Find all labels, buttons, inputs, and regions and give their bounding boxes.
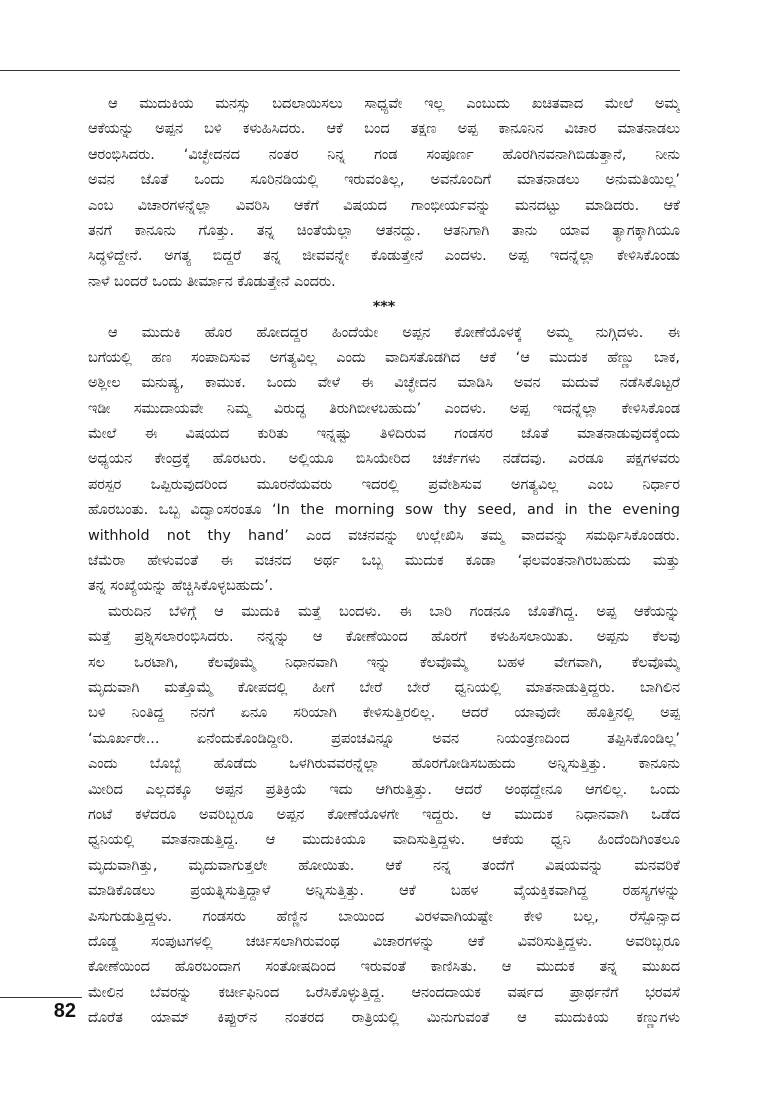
text-line: ಹೊರಬಂತು. ಒಬ್ಬ ವಿದ್ವಾಂಸರಂತೂ ‘In the morning sow thy seed, and in the evening [88,502,680,519]
text-line: ಆ ಮುದುಕಿ ಹೊರ ಹೋದದ್ದರ ಹಿಂದೆಯೇ ಅಪ್ಪನ ಕೋಣೆಯೊಳಕ್ಕೆ ಅಮ್ಮ ನುಗ್ಗಿದಳು. ಈ [108,324,680,341]
text-line: ಎಂಬ ವಿಚಾರಗಳನ್ನೆಲ್ಲಾ ವಿವರಿಸಿ ಆಕೆಗೆ ವಿಷಯದ ಗಾಂಭೀರ್ಯವನ್ನು ಮನದಟ್ಟು ಮಾಡಿದರು. ಆಕೆ [88,197,680,214]
text-line: ಮೀರಿದ ಎಲ್ಲದಕ್ಕೂ ಅಪ್ಪನ ಪ್ರತಿಕ್ರಿಯೆ ಇದು ಆಗಿರುತ್ತಿತ್ತು. ಆದರೆ ಅಂಥದ್ದೇನೂ ಆಗಲಿಲ್ಲ. ಒಂದು [88,781,680,798]
text-line: ಇಡೀ ಸಮುದಾಯವೇ ನಿಮ್ಮ ವಿರುದ್ಧ ತಿರುಗಿಬೀಳಬಹುದು’ ಎಂದಳು. ಅಪ್ಪ ಇದನ್ನೆಲ್ಲಾ ಕೇಳಿಸಿಕೊಂಡ [88,400,680,417]
text-line: ಜೆಮೆರಾ ಹೇಳುವಂತೆ ಈ ವಚನದ ಅರ್ಥ ಒಬ್ಬ ಮುದುಕ ಕೂಡಾ ‘ಫಲವಂತನಾಗಿರಬಹುದು ಮತ್ತು [88,553,680,570]
text-line: ಆಕೆಯನ್ನು ಅಪ್ಪನ ಬಳಿ ಕಳುಹಿಸಿದರು. ಆಕೆ ಬಂದ ತಕ್ಷಣ ಅಪ್ಪ ಕಾನೂನಿನ ವಿಚಾರ ಮಾತನಾಡಲು [88,121,680,138]
text-line: withhold not thy hand’ ಎಂದ ವಚನವನ್ನು ಉಲ್ಲೇಖಿಸಿ ತಮ್ಮ ವಾದವನ್ನು ಸಮರ್ಥಿಸಿಕೊಂಡರು. [88,527,680,544]
text-line: ಆರಂಭಿಸಿದರು. ‘ವಿಚ್ಛೇದನದ ನಂತರ ನಿನ್ನ ಗಂಡ ಸಂಪೂರ್ಣ ಹೊರಗಿನವನಾಗಿಬಿಡುತ್ತಾನೆ, ನೀನು [88,146,680,163]
text-line: ಸಲ ಒರಟಾಗಿ, ಕೆಲವೊಮ್ಮೆ ನಿಧಾನವಾಗಿ ಇನ್ನು ಕೆಲವೊಮ್ಮೆ ಬಹಳ ವೇಗವಾಗಿ, ಕೆಲವೊಮ್ಮೆ [88,654,680,671]
top-rule [0,70,680,71]
text-line: ಎಂದು ಬೊಬ್ಬೆ ಹೊಡೆದು ಒಳಗಿರುವವರನ್ನೆಲ್ಲಾ ಹೊರಗೋಡಿಸಬಹುದು ಅನ್ನಿಸುತ್ತಿತ್ತು. ಕಾನೂನು [88,756,680,773]
text-line: ಮತ್ತೆ ಪ್ರಶ್ನಿಸಲಾರಂಭಿಸಿದರು. ನನ್ನನ್ನು ಆ ಕೋಣೆಯಿಂದ ಹೊರಗೆ ಕಳುಹಿಸಲಾಯಿತು. ಅಪ್ಪನು ಕೆಲವು [88,629,680,646]
text-line: ದೊರೆತ ಯಾಮ್ ಕಿಪ್ಪುರ್‌ನ ನಂತರದ ರಾತ್ರಿಯಲ್ಲಿ ಮಿನುಗುವಂತೆ ಆ ಮುದುಕಿಯ ಕಣ್ಣುಗಳು [88,1010,680,1027]
text-line: ಆ ಮುದುಕಿಯ ಮನಸ್ಸು ಬದಲಾಯಿಸಲು ಸಾಧ್ಯವೇ ಇಲ್ಲ ಎಂಬುದು ಖಚಿತವಾದ ಮೇಲೆ ಅಮ್ಮ [108,96,680,112]
page-number: 82 [53,1000,76,1022]
text-line: ಮೇಲಿನ ಬೆವರನ್ನು ಕರ್ಚೀಫಿನಿಂದ ಒರೆಸಿಕೊಳ್ಳುತ್ತಿದ್ದ. ಆನಂದದಾಯಕ ವರ್ಷದ ಪ್ರಾರ್ಥನೆಗೆ ಭರವಸೆ [88,984,680,1001]
text-line: ಪರಸ್ಪರ ಒಪ್ಪಿರುವುದರಿಂದ ಮೂರನೆಯವರು ಇದರಲ್ಲಿ ಪ್ರವೇಶಿಸುವ ಅಗತ್ಯವಿಲ್ಲ ಎಂಬ ನಿರ್ಧಾರ [88,476,680,493]
text-line: ಬಳಿ ನಿಂತಿದ್ದ ನನಗೆ ಏನೂ ಸರಿಯಾಗಿ ಕೇಳಿಸುತ್ತಿರಲಿಲ್ಲ. ಆದರೆ ಯಾವುದೇ ಹೊತ್ತಿನಲ್ಲಿ ಅಪ್ಪ [88,705,680,722]
text-line: ‘ಮೂರ್ಖರೇ... ಏನೆಂದುಕೊಂಡಿದ್ದೀರಿ. ಪ್ರಪಂಚವಿನ್ನೂ ಅವನ ನಿಯಂತ್ರಣದಿಂದ ತಪ್ಪಿಸಿಕೊಂಡಿಲ್ಲ’ [88,730,680,747]
text-line: ಅಶ್ಲೀಲ ಮನುಷ್ಯ, ಕಾಮುಕ. ಒಂದು ವೇಳೆ ಈ ವಿಚ್ಛೇದನ ಮಾಡಿಸಿ ಅವನ ಮದುವೆ ನಡೆಸಿಕೊಟ್ಟರೆ [88,375,680,392]
text-line: ಗಂಟೆ ಕಳೆದರೂ ಅವರಿಬ್ಬರೂ ಅಪ್ಪನ ಕೋಣೆಯೊಳಗೇ ಇದ್ದರು. ಆ ಮುದುಕ ನಿಧಾನವಾಗಿ ಒಡೆದ [88,806,680,823]
body-text [88,92,680,1031]
text-line: ಪಿಸುಗುಡುತ್ತಿದ್ದಳು. ಗಂಡಸರು ಹೆಣ್ಣಿನ ಬಾಯಿಂದ ವಿರಳವಾಗಿಯಷ್ಟೇ ಕೇಳಿ ಬಲ್ಲ, ರೆಸ್ಪೊನ್ಸಾದ [88,908,680,925]
text-line: ಧ್ವನಿಯಲ್ಲಿ ಮಾತನಾಡುತ್ತಿದ್ದ. ಆ ಮುದುಕಿಯೂ ವಾದಿಸುತ್ತಿದ್ದಳು. ಆಕೆಯ ಧ್ವನಿ ಹಿಂದೆಂದಿಗಿಂತಲೂ [88,832,680,849]
text-line: ಅವನ ಜೊತೆ ಒಂದು ಸೂರಿನಡಿಯಲ್ಲಿ ಇರುವಂತಿಲ್ಲ, ಅವನೊಂದಿಗೆ ಮಾತನಾಡಲು ಅನುಮತಿಯಿಲ್ಲ’ [88,172,680,189]
text-line: ಮೃದುವಾಗಿತ್ತು, ಮೃದುವಾಗುತ್ತಲೇ ಹೋಯಿತು. ಆಕೆ ನನ್ನ ತಂದೆಗೆ ವಿಷಯವನ್ನು ಮನವರಿಕೆ [88,857,680,874]
text-line: ಮೃದುವಾಗಿ ಮತ್ತೊಮ್ಮೆ ಕೋಪದಲ್ಲಿ ಹೀಗೆ ಬೇರೆ ಬೇರೆ ಧ್ವನಿಯಲ್ಲಿ ಮಾತನಾಡುತ್ತಿದ್ದರು. ಬಾಗಿಲಿನ [88,679,680,696]
text-line: ತನಗೆ ಕಾನೂನು ಗೊತ್ತು. ತನ್ನ ಚಿಂತೆಯೆಲ್ಲಾ ಆತನದ್ದು. ಆತನಿಗಾಗಿ ತಾನು ಯಾವ ತ್ಯಾಗಕ್ಕಾಗಿಯೂ [88,222,680,239]
text-line: ಸಿದ್ಧಳಿದ್ದೇನೆ. ಅಗತ್ಯ ಬಿದ್ದರೆ ತನ್ನ ಜೀವವನ್ನೇ ಕೊಡುತ್ತೇನೆ ಎಂದಳು. ಅಪ್ಪ ಇದನ್ನೆಲ್ಲಾ ಕೇಳಿಸಿಕೊಂಡು [88,248,680,265]
text-line: ಮಾಡಿಕೊಡಲು ಪ್ರಯತ್ನಿಸುತ್ತಿದ್ದಾಳೆ ಅನ್ನಿಸುತ್ತಿತ್ತು. ಆಕೆ ಬಹಳ ವೈಯಕ್ತಿಕವಾಗಿದ್ದ ರಹಸ್ಯಗಳನ್ನು [88,883,680,900]
text-line: ಕೋಣೆಯಿಂದ ಹೊರಬಂದಾಗ ಸಂತೋಷದಿಂದ ಇರುವಂತೆ ಕಾಣಿಸಿತು. ಆ ಮುದುಕ ತನ್ನ ಮುಖದ [88,959,680,976]
text-line: ದೊಡ್ಡ ಸಂಪುಟಗಳಲ್ಲಿ ಚರ್ಚಿಸಲಾಗಿರುವಂಥ ವಿಚಾರಗಳನ್ನು ಆಕೆ ವಿವರಿಸುತ್ತಿದ್ದಳು. ಅವರಿಬ್ಬರೂ [88,933,680,950]
section-separator: *** [372,299,396,316]
text-line: ಬಗೆಯಲ್ಲಿ ಹಣ ಸಂಪಾದಿಸುವ ಅಗತ್ಯವಿಲ್ಲ ಎಂದು ವಾದಿಸತೊಡಗಿದ ಆಕೆ ‘ಆ ಮುದುಕ ಹೆಣ್ಣು ಬಾಕ, [88,349,680,366]
text-line: ಮೇಲೆ ಈ ವಿಷಯದ ಕುರಿತು ಇನ್ನಷ್ಟು ತಿಳಿದಿರುವ ಗಂಡಸರ ಜೊತೆ ಮಾತನಾಡುವುದಕ್ಕೆಂದು [88,426,680,443]
text-line: ಮರುದಿನ ಬೆಳಿಗ್ಗೆ ಆ ಮುದುಕಿ ಮತ್ತೆ ಬಂದಳು. ಈ ಬಾರಿ ಗಂಡನೂ ಜೊತೆಗಿದ್ದ. ಅಪ್ಪ ಆಕೆಯನ್ನು [108,603,680,620]
text-line: ಅಧ್ಯಯನ ಕೇಂದ್ರಕ್ಕೆ ಹೊರಟರು. ಅಲ್ಲಿಯೂ ಬಿಸಿಯೇರಿದ ಚರ್ಚೆಗಳು ನಡೆದವು. ಎರಡೂ ಪಕ್ಷಗಳವರು [88,451,680,468]
text-line: ತನ್ನ ಸಂಖ್ಯೆಯನ್ನು ಹೆಚ್ಚಿಸಿಕೊಳ್ಳಬಹುದು’. [88,578,274,595]
text-line: ನಾಳೆ ಬಂದರೆ ಒಂದು ತೀರ್ಮಾನ ಕೊಡುತ್ತೇನೆ ಎಂದರು. [88,273,336,290]
